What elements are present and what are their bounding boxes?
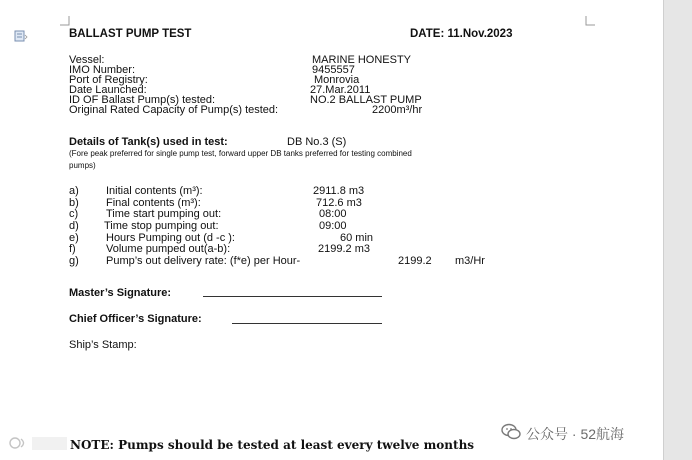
final-contents-label: Final contents (m³): [106,197,201,209]
master-signature-line[interactable] [203,296,382,297]
port-label: Port of Registry: [69,74,148,86]
launch-date-label: Date Launched: [69,84,147,96]
hours-pumping-label: Hours Pumping out (d -c ): [106,232,235,244]
hours-pumping-value: 60 min [340,232,374,244]
pump-id-label: ID OF Ballast Pump(s) tested: [69,94,216,106]
delivery-rate-label: Pump’s out delivery rate: (f*e) per Hour- [106,255,301,267]
tanks-label: Details of Tank(s) used in test: [69,136,228,148]
tanks-value: DB No.3 (S) [287,136,347,148]
wechat-icon [501,423,521,441]
imo-label: IMO Number: [69,64,136,76]
logo-mark-icon [9,436,29,450]
measure-letter: b) [69,197,79,209]
ship-stamp-label: Ship’s Stamp: [69,339,137,351]
time-start-value: 08:00 [319,208,347,220]
measure-letter: g) [69,255,79,267]
tanks-note-line2: pumps) [69,161,96,170]
imo-value: 9455557 [312,64,355,76]
initial-contents-value: 2911.8 m3 [313,185,365,197]
pump-id-value: NO.2 BALLAST PUMP [310,94,422,106]
capacity-label: Original Rated Capacity of Pump(s) tested: [69,104,279,116]
chief-officer-signature-line[interactable] [232,323,382,324]
blurred-watermark-patch [32,437,67,450]
document-icon[interactable] [14,29,28,43]
master-signature-label: Master’s Signature: [69,287,172,299]
port-value: Monrovia [314,74,360,86]
launch-date-value: 27.Mar.2011 [310,84,371,96]
window-right-edge [663,0,692,460]
tanks-note-line1: (Fore peak preferred for single pump test, forward upper DB tanks preferred for testing combined [69,149,412,158]
volume-pumped-label: Volume pumped out(a-b): [106,243,231,255]
document-date: DATE: 11.Nov.2023 [410,28,513,40]
vessel-value: MARINE HONESTY [312,54,412,66]
watermark-text: 公众号 · 52航海 [526,426,625,442]
final-contents-value: 712.6 m3 [316,197,362,209]
time-stop-label: Time stop pumping out: [104,220,219,232]
initial-contents-label: Initial contents (m³): [106,185,203,197]
measure-letter: f) [69,243,76,255]
time-start-label: Time start pumping out: [106,208,222,220]
delivery-rate-unit: m3/Hr [455,255,485,267]
measure-letter: e) [69,232,79,244]
crop-mark-top-right-icon [585,16,595,26]
chief-officer-signature-label: Chief Officer’s Signature: [69,313,202,325]
measure-letter: c) [69,208,79,220]
time-stop-value: 09:00 [319,220,347,232]
footer-note: NOTE: Pumps should be tested at least every twelve months [70,438,475,452]
delivery-rate-value: 2199.2 [398,255,432,267]
capacity-value: 2200m³/hr [372,104,423,116]
measure-letter: d) [69,220,79,232]
volume-pumped-value: 2199.2 m3 [318,243,370,255]
document-title: BALLAST PUMP TEST [69,28,192,40]
crop-mark-top-left-icon [60,16,70,26]
measure-letter: a) [69,185,79,197]
vessel-label: Vessel: [69,54,105,66]
